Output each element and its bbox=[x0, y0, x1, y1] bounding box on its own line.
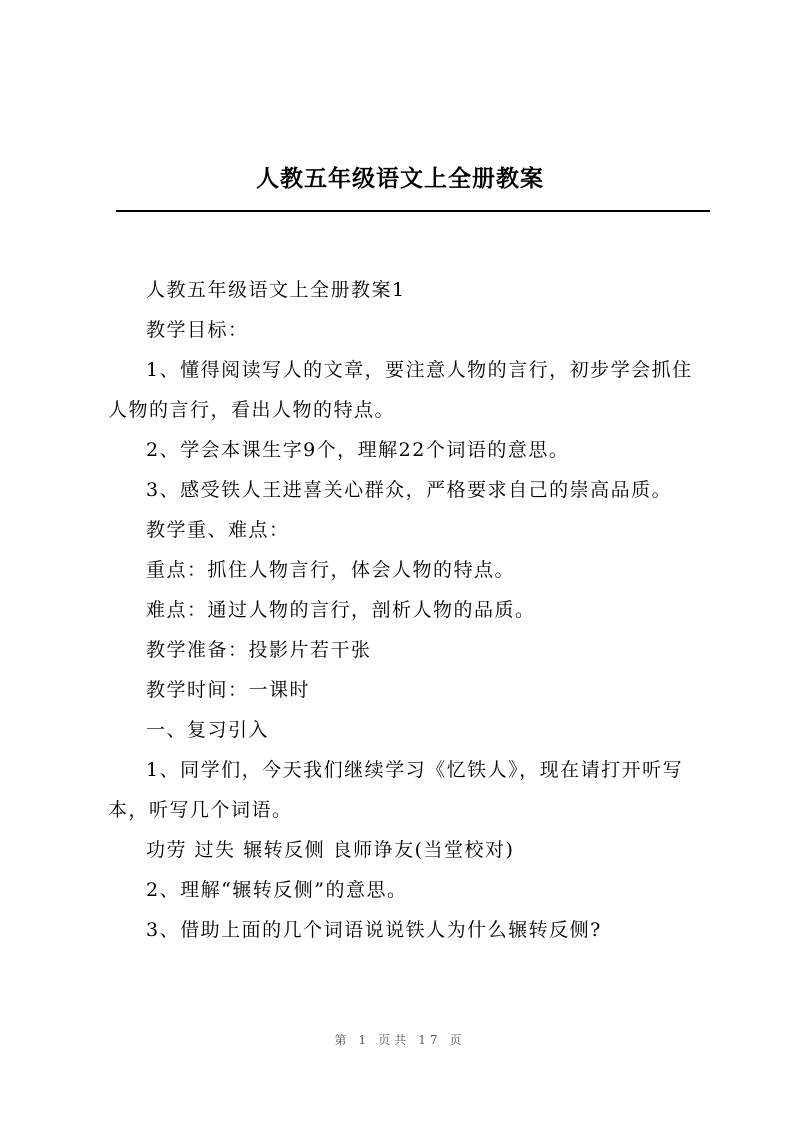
paragraph: 1、同学们，今天我们继续学习《忆铁人》，现在请打开听写本，听写几个词语。 bbox=[108, 759, 684, 821]
paragraph: 教学重、难点： bbox=[146, 519, 290, 541]
document-body bbox=[108, 270, 708, 950]
paragraph: 教学目标： bbox=[146, 319, 249, 341]
paragraph: 一、复习引入 bbox=[146, 719, 270, 741]
paragraph-heading: 人教五年级语文上全册教案1 bbox=[146, 279, 406, 301]
current-page-number: 1 bbox=[358, 1033, 371, 1047]
paragraph: 难点：通过人物的言行，剖析人物的品质。 bbox=[146, 599, 536, 621]
paragraph: 3、感受铁人王进喜关心群众，严格要求自己的崇高品质。 bbox=[146, 479, 673, 501]
page-label-prefix: 第 bbox=[334, 1033, 351, 1047]
paragraph: 教学时间：一课时 bbox=[146, 679, 311, 701]
paragraph: 2、学会本课生字9个，理解22个词语的意思。 bbox=[146, 439, 570, 461]
paragraph: 功劳 过失 辗转反侧 良师诤友(当堂校对) bbox=[146, 839, 515, 861]
paragraph: 教学准备：投影片若干张 bbox=[146, 639, 372, 661]
total-pages-number: 17 bbox=[418, 1033, 442, 1047]
paragraph: 重点：抓住人物言行，体会人物的特点。 bbox=[146, 559, 516, 581]
page-label-suffix: 页 bbox=[449, 1033, 466, 1047]
paragraph: 2、理解“辗转反侧”的意思。 bbox=[146, 879, 408, 901]
paragraph: 1、懂得阅读写人的文章，要注意人物的言行，初步学会抓住人物的言行，看出人物的特点。 bbox=[108, 359, 693, 421]
page-footer bbox=[0, 1031, 800, 1048]
title-underline bbox=[116, 210, 710, 212]
page-label-middle: 页共 bbox=[378, 1033, 411, 1047]
paragraph: 3、借助上面的几个词语说说铁人为什么辗转反侧? bbox=[146, 919, 602, 941]
document-title: 人教五年级语文上全册教案 bbox=[256, 165, 544, 192]
